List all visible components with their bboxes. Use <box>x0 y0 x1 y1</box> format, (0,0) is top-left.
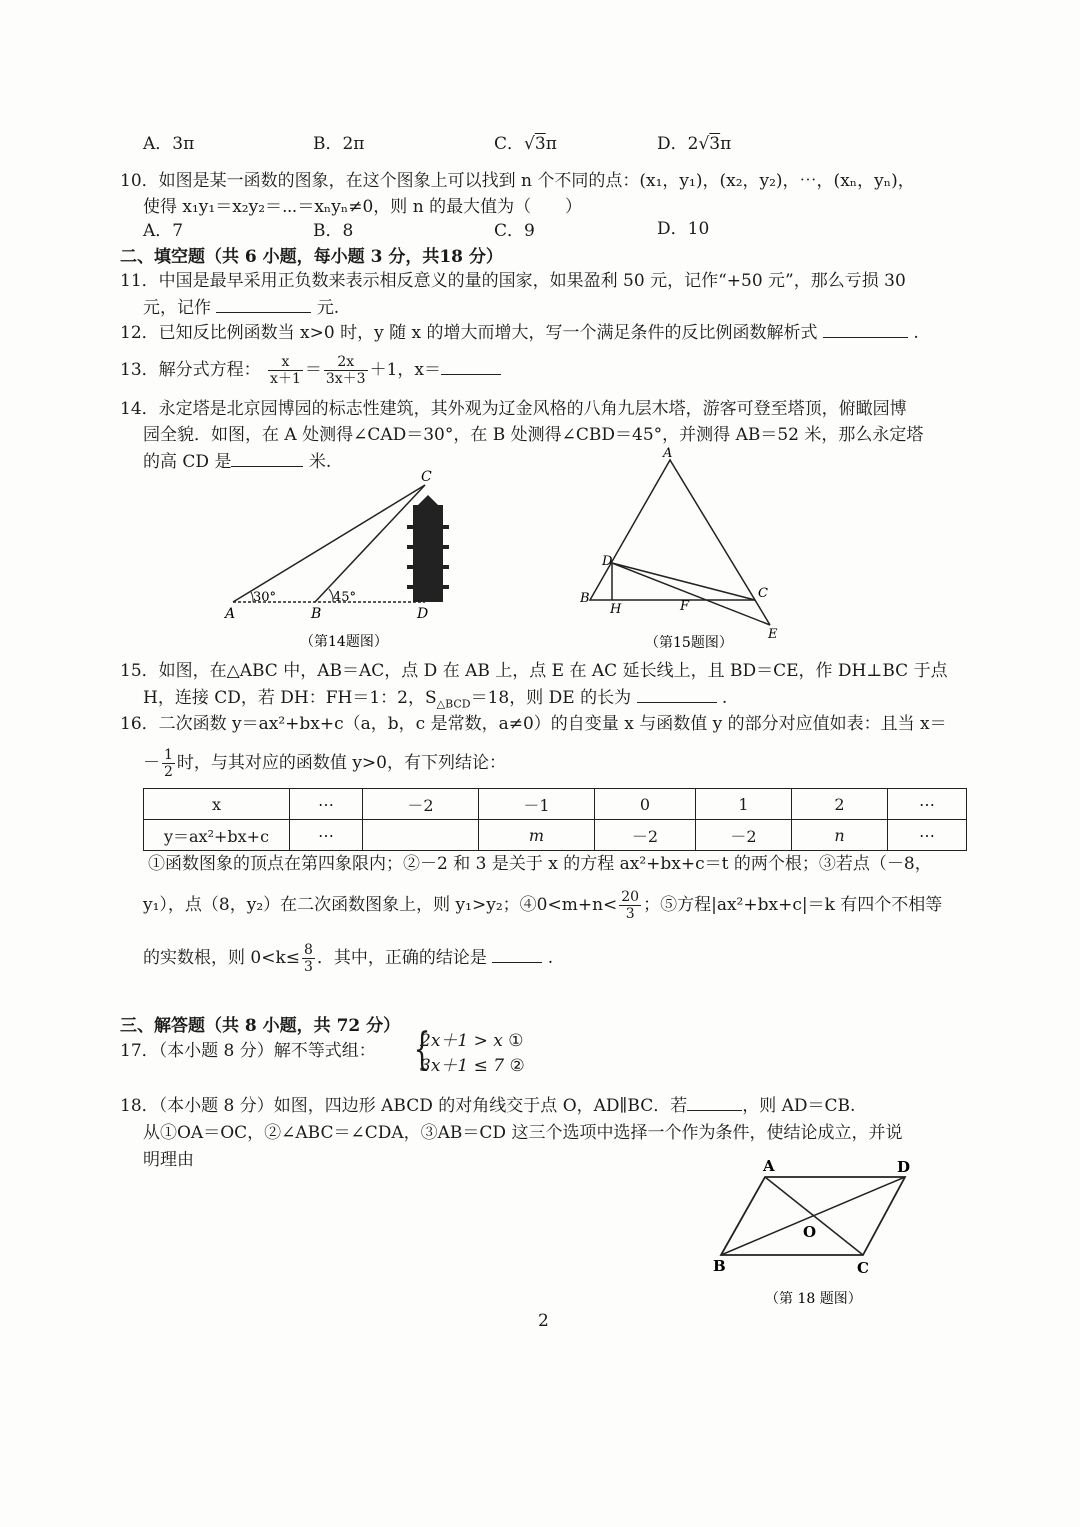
svg-text:B: B <box>580 591 590 606</box>
q13-answer-blank[interactable] <box>441 360 501 375</box>
svg-text:D: D <box>417 606 429 622</box>
q16-line1: 16．二次函数 y＝ax²+bx+c（a，b，c 是常数，a≠0）的自变量 x 与函数值 y 的部分对应值如表：且当 x＝ <box>120 714 947 734</box>
svg-text:C: C <box>758 586 768 601</box>
svg-text:45°: 45° <box>333 590 357 605</box>
svg-text:E: E <box>768 627 778 642</box>
q11-line1: 11．中国是最早采用正负数来表示相反意义的量的国家，如果盈利 50 元，记作“+50 元”，那么亏损 30 <box>120 271 906 291</box>
q12-answer-blank[interactable] <box>823 323 908 338</box>
q18-line1: 18．（本小题 8 分）如图，四边形 ABCD 的对角线交于点 O，AD∥BC．若 ，则 AD＝CB. <box>120 1096 856 1116</box>
section-2-heading: 二、填空题（共 6 小题，每小题 3 分，共18 分） <box>120 247 503 267</box>
q10-option-a: A．7 <box>143 221 184 241</box>
svg-text:D: D <box>897 1158 911 1176</box>
q17-inequality-2: 3x＋1 ≤ 7 ② <box>420 1056 525 1076</box>
figure-14 <box>215 465 475 655</box>
svg-text:F: F <box>680 599 690 614</box>
q10-option-b: B．8 <box>313 221 354 241</box>
left-brace-icon: { <box>413 1024 431 1075</box>
svg-text:O: O <box>803 1223 817 1241</box>
q9-option-b: B．2π <box>313 134 365 154</box>
q15-answer-blank[interactable] <box>637 688 717 703</box>
svg-text:A: A <box>663 446 673 461</box>
figure-18-caption: （第 18 题图） <box>765 1291 862 1307</box>
q17-label: 17．（本小题 8 分）解不等式组： <box>120 1041 376 1061</box>
q9-option-d: D．2√3π <box>657 134 732 154</box>
table-row: y＝ax²+bx+c ⋯ m －2 －2 n ⋯ <box>144 820 967 851</box>
page-number: 2 <box>538 1311 549 1331</box>
q16-conclusions-3: 的实数根，则 0<k≤ $\frac{8}{3}$ ．其中，正确的结论是 . <box>143 942 554 975</box>
q9-option-a: A．3π <box>143 134 195 154</box>
q13-fraction-2: $\frac{2x}{3x+3}$ <box>325 354 366 387</box>
svg-text:D: D <box>602 554 613 569</box>
q16-line2: － $\frac{1}{2}$ 时，与其对应的函数值 y>0，有下列结论： <box>143 747 506 780</box>
svg-text:H: H <box>610 602 622 617</box>
q16-value-table <box>143 788 967 851</box>
q16-conclusions-2: y₁），点（8，y₂）在二次函数图象上，则 y₁>y₂；④0<m+n< $\frac{20}{3}$ ；⑤方程|ax²+bx+c|＝k 有四个不相等 <box>143 889 943 922</box>
q16-answer-blank[interactable] <box>492 948 542 963</box>
q11-answer-blank[interactable] <box>216 298 311 313</box>
q16-conclusions-1: ①函数图象的顶点在第四象限内；②－2 和 3 是关于 x 的方程 ax²+bx+c＝t 的两个根；③若点（－8， <box>148 854 932 874</box>
svg-text:A: A <box>225 606 236 622</box>
section-3-heading: 三、解答题（共 8 小题，共 72 分） <box>120 1016 401 1036</box>
svg-text:A: A <box>763 1157 775 1175</box>
q18-line2: 从①OA＝OC，②∠ABC＝∠CDA，③AB＝CD 这三个选项中选择一个作为条件，使结论成立，并说 <box>143 1123 903 1143</box>
table-row: x ⋯ －2 －1 0 1 2 ⋯ <box>144 789 967 820</box>
svg-text:C: C <box>857 1259 869 1277</box>
q14-line2: 园全貌．如图，在 A 处测得∠CAD＝30°，在 B 处测得∠CBD＝45°，并测得 AB＝52 米，那么永定塔 <box>143 425 924 445</box>
q13-equation: 13．解分式方程： $\frac{x}{x+1}$ ＝ $\frac{2x}{3x+3}$ ＋1，x＝ <box>120 350 501 390</box>
figure-15-caption: （第15题图） <box>645 635 733 651</box>
q17-inequality-1: 2x＋1 > x ① <box>420 1031 524 1051</box>
q12-text: 12．已知反比例函数当 x>0 时，y 随 x 的增大而增大，写一个满足条件的反比例函数解析式 . <box>120 323 919 343</box>
q10-line1: 10．如图是某一函数的图象，在这个图象上可以找到 n 个不同的点：(x₁，y₁)，(x₂，y₂)，⋯，(xₙ，yₙ)， <box>120 171 915 191</box>
figure-14-caption: （第14题图） <box>300 634 388 650</box>
q15-line1: 15．如图，在△ABC 中，AB＝AC，点 D 在 AB 上，点 E 在 AC 延长线上，且 BD＝CE，作 DH⊥BC 于点 <box>120 661 948 681</box>
figure-15 <box>580 445 820 655</box>
q10-option-c: C．9 <box>494 221 535 241</box>
q14-line1: 14．永定塔是北京园博园的标志性建筑，其外观为辽金风格的八角九层木塔，游客可登至塔顶，俯瞰园博 <box>120 399 907 419</box>
svg-text:B: B <box>713 1257 726 1275</box>
q11-line2: 元，记作 元. <box>143 298 340 318</box>
q13-fraction-1: $\frac{x}{x+1}$ <box>270 354 301 387</box>
svg-text:C: C <box>421 469 432 485</box>
svg-text:B: B <box>311 606 322 622</box>
q18-line3: 明理由 <box>143 1150 194 1170</box>
q14-line3: 的高 CD 是 米. <box>143 452 332 472</box>
svg-text:30°: 30° <box>253 590 277 605</box>
tower-icon <box>407 495 449 602</box>
q15-line2: H，连接 CD，若 DH：FH＝1：2，$S_{\triangle BCD}=18$，则 DE 的长为 . <box>143 688 728 711</box>
q18-answer-blank[interactable] <box>687 1096 742 1111</box>
figure-18 <box>705 1155 925 1310</box>
q10-option-d: D．10 <box>657 219 710 239</box>
q9-option-c: C．√3π <box>494 134 557 154</box>
q10-line2: 使得 x₁y₁＝x₂y₂＝⋯＝xₙyₙ≠0，则 n 的最大值为（ ） <box>143 197 583 217</box>
